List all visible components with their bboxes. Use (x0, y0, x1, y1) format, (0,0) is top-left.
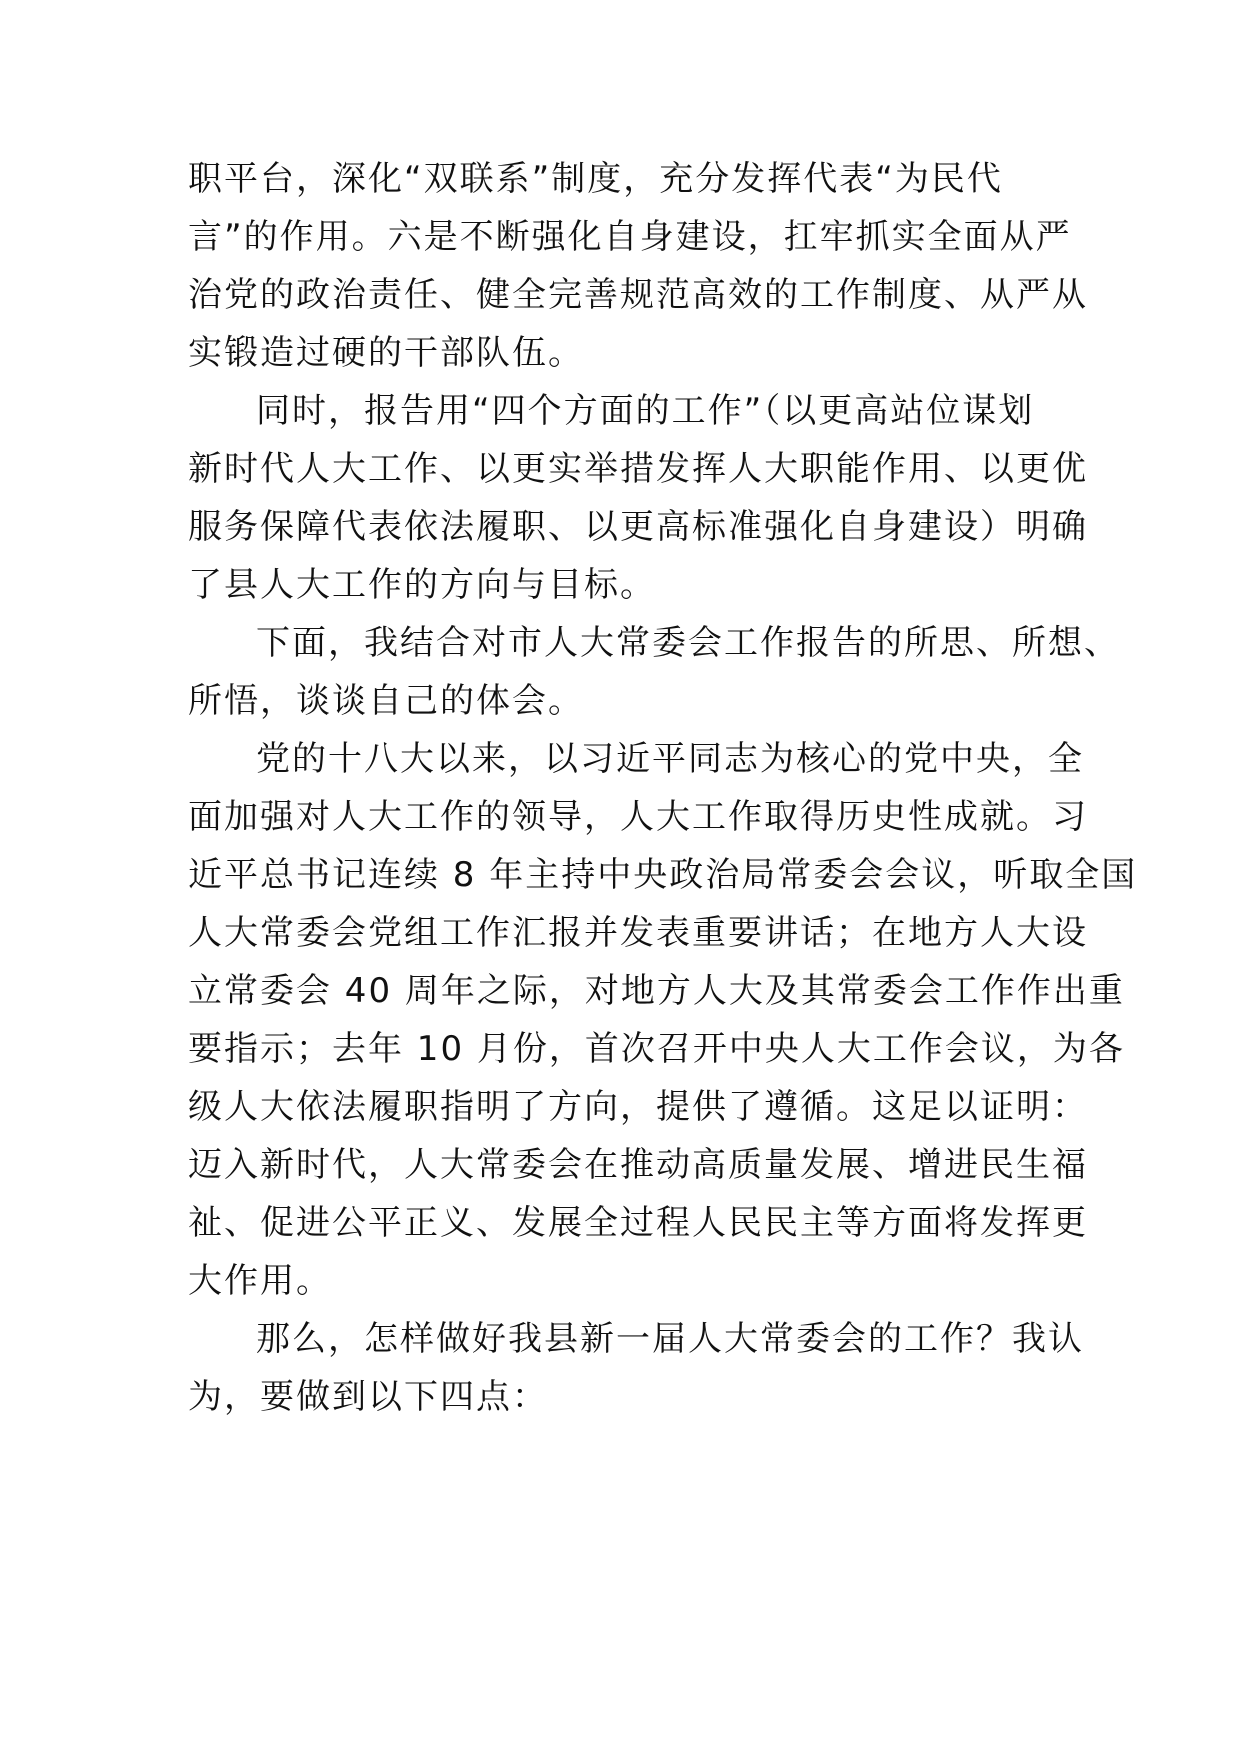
text-line: 治党的政治责任、健全完善规范高效的工作制度、从严从 (188, 275, 1088, 315)
text-line: 大作用。 (188, 1261, 332, 1301)
text-line: 服务保障代表依法履职、以更高标准强化自身建设）明确 (188, 507, 1088, 547)
text-line: 所悟，谈谈自己的体会。 (188, 681, 584, 721)
text-line: 祉、促进公平正义、发展全过程人民民主等方面将发挥更 (188, 1203, 1088, 1243)
text-line: 迈入新时代，人大常委会在推动高质量发展、增进民生福 (188, 1145, 1088, 1185)
text-line: 下面，我结合对市人大常委会工作报告的所思、所想、 (256, 623, 1120, 663)
text-line: 立常委会 40 周年之际，对地方人大及其常委会工作作出重 (188, 971, 1125, 1011)
text-line: 级人大依法履职指明了方向，提供了遵循。这足以证明： (188, 1087, 1088, 1127)
text-line: 要指示；去年 10 月份，首次召开中央人大工作会议，为各 (188, 1029, 1125, 1069)
text-line: 同时，报告用“四个方面的工作”（以更高站位谋划 (256, 391, 1035, 431)
text-line: 近平总书记连续 8 年主持中央政治局常委会会议，听取全国 (188, 855, 1138, 895)
text-line: 党的十八大以来，以习近平同志为核心的党中央，全 (256, 739, 1084, 779)
text-line: 了县人大工作的方向与目标。 (188, 565, 656, 605)
text-line: 那么，怎样做好我县新一届人大常委会的工作？我认 (256, 1319, 1084, 1359)
text-line: 新时代人大工作、以更实举措发挥人大职能作用、以更优 (188, 449, 1088, 489)
text-line: 实锻造过硬的干部队伍。 (188, 333, 584, 373)
text-line: 为，要做到以下四点： (188, 1377, 548, 1417)
text-line: 言”的作用。六是不断强化自身建设，扛牢抓实全面从严 (188, 217, 1072, 257)
text-line: 人大常委会党组工作汇报并发表重要讲话；在地方人大设 (188, 913, 1088, 953)
text-line: 职平台，深化“双联系”制度，充分发挥代表“为民代 (188, 159, 1003, 199)
text-line: 面加强对人大工作的领导，人大工作取得历史性成就。习 (188, 797, 1088, 837)
